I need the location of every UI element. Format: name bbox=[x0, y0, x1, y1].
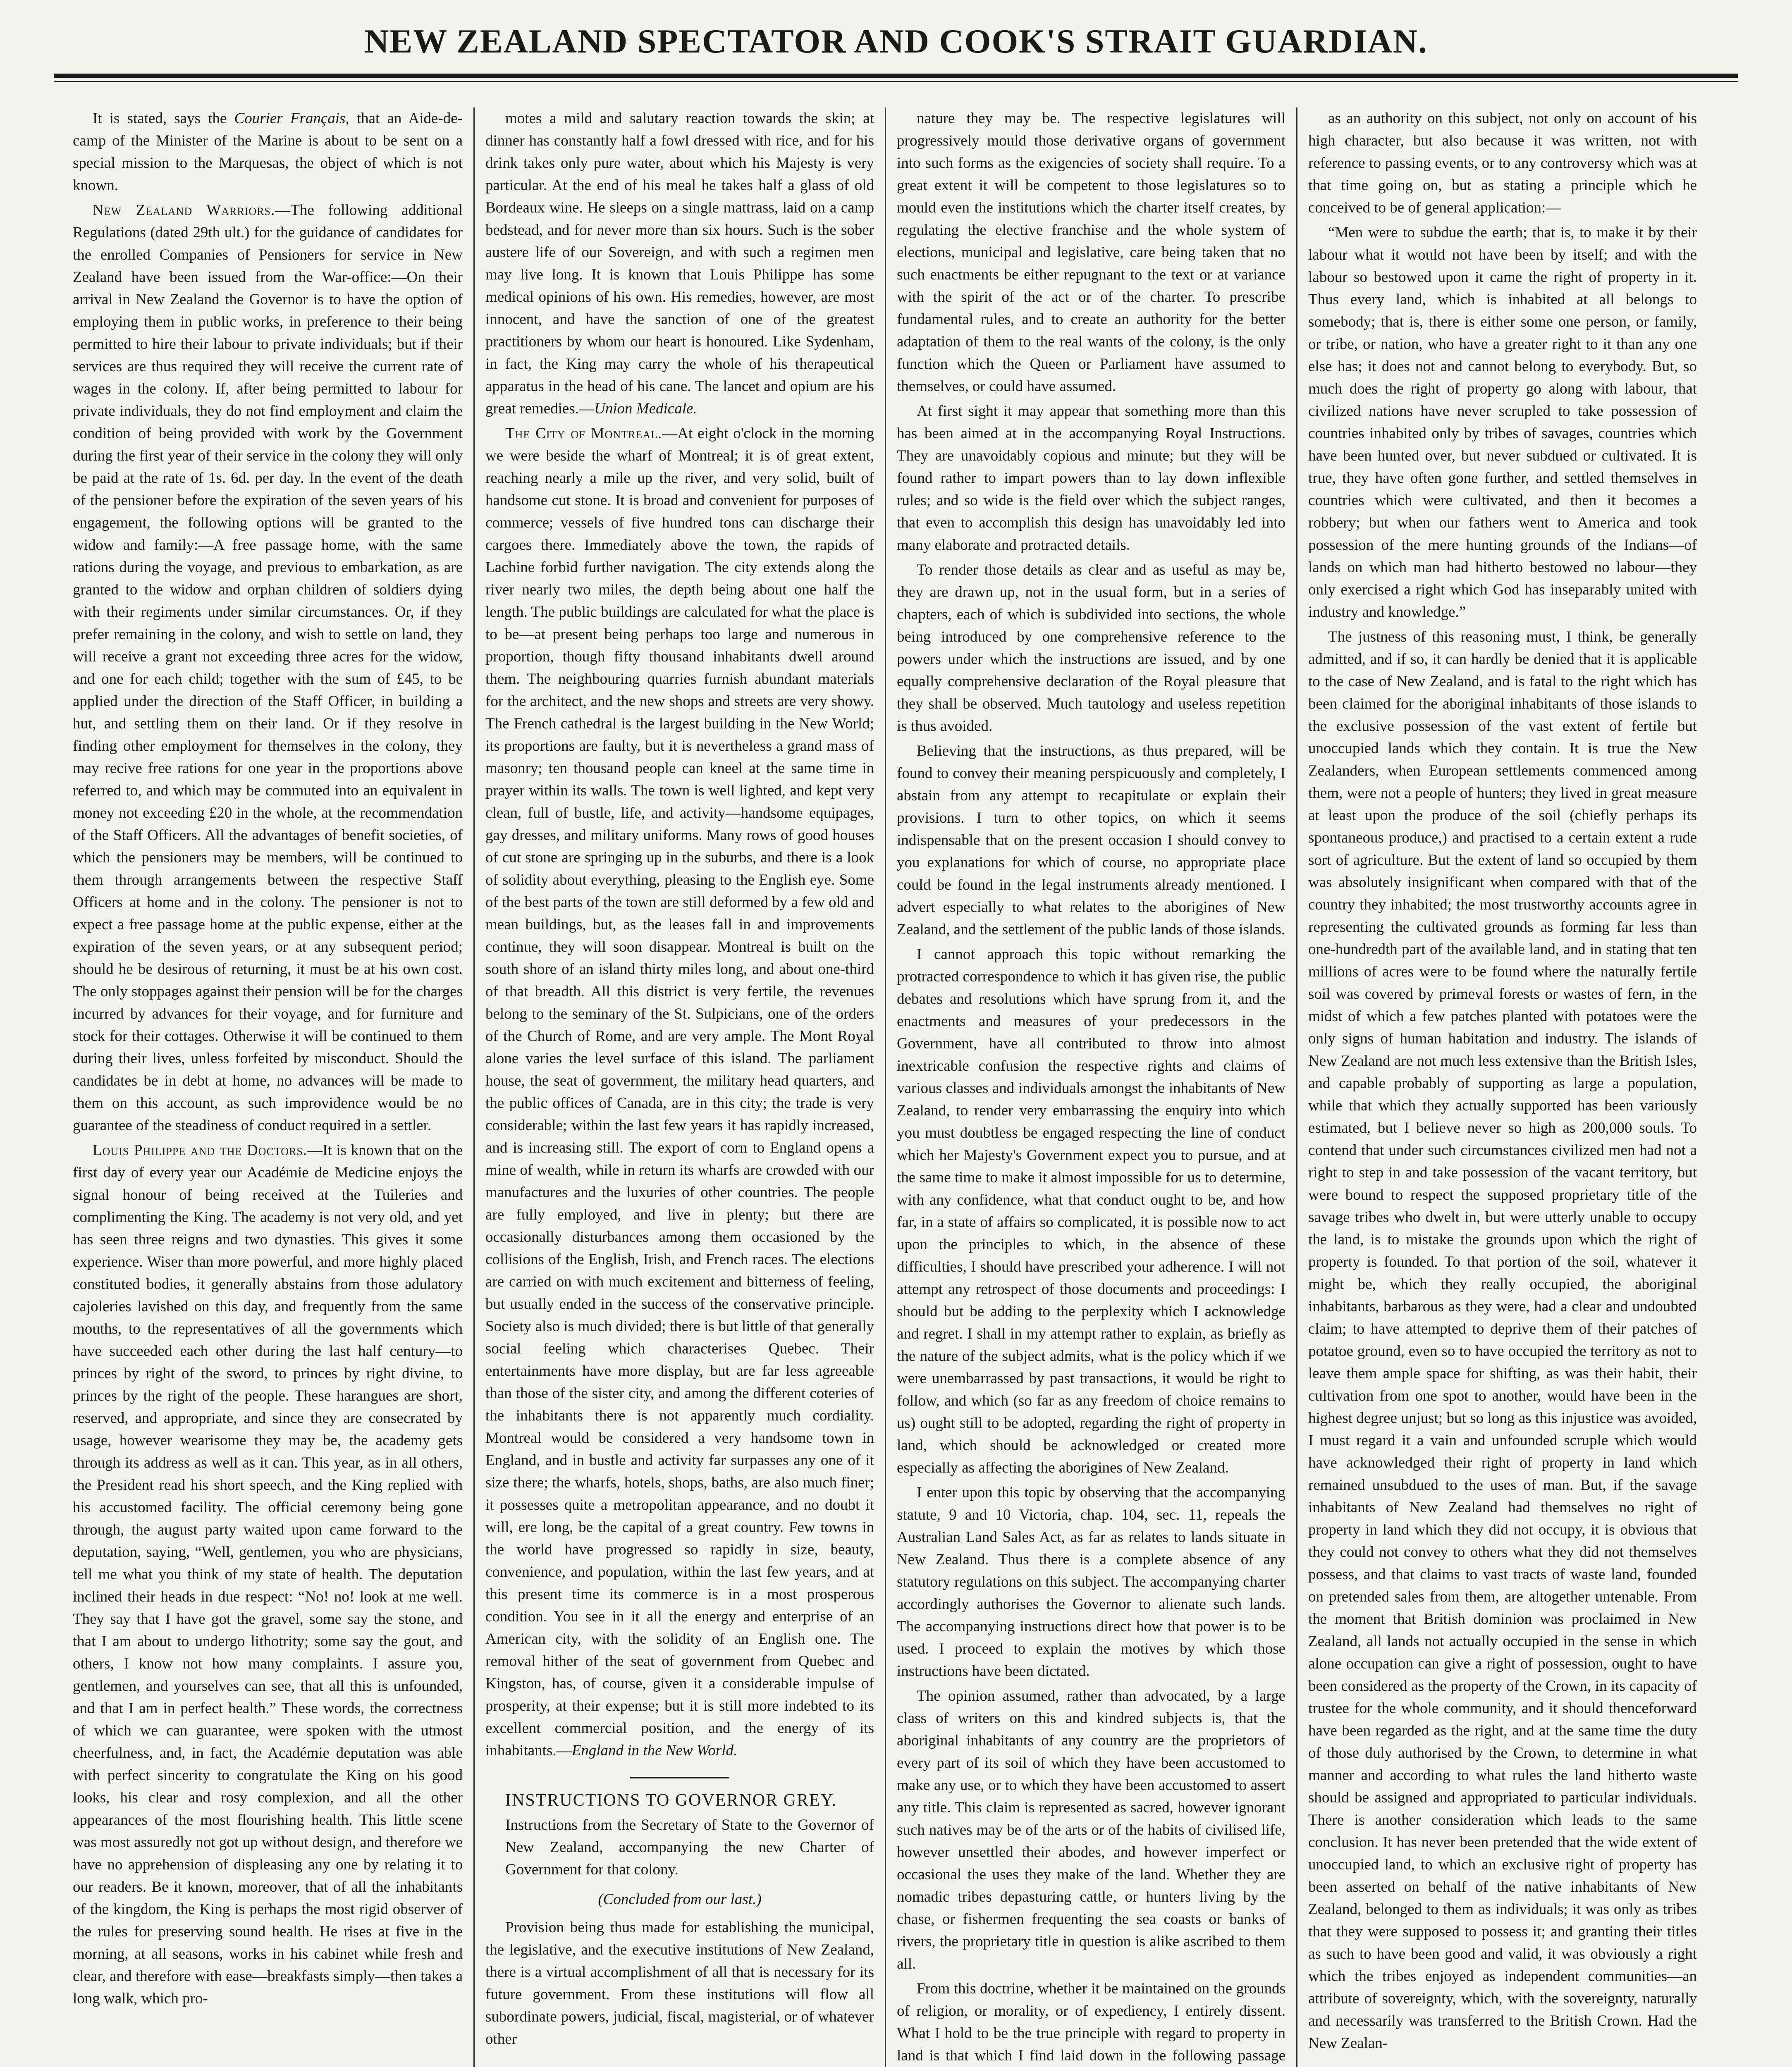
column-1 bbox=[62, 107, 473, 2067]
section-concluded-note: (Concluded from our last.) bbox=[598, 1891, 762, 1908]
source-citation: England in the New World. bbox=[571, 1742, 738, 1759]
column-2 bbox=[473, 107, 885, 2067]
section-title: INSTRUCTIONS TO GOVERNOR GREY. bbox=[505, 1791, 837, 1810]
source-citation: Courier Français, bbox=[234, 110, 349, 127]
arnold-quotation: “Men were to subdue the earth; that is, to make it by their labour what it would not have been by itself; and with the labour so bestowed upon it came the right of property in it. Thus every land, which is inhabited at all belongs to somebody; that is, there is either some one person, or family, or tribe, or nation, who have a greater right to it than any one else has; it does not and cannot belong to everybody. But, so much does the right of property go along with labour, that civilized nations have never scrupled to take possession of countries inhabited only by tribes of savages, countries which have been hunted over, but never subdued or cultivated. It is true, they have often gone further, and settled themselves in countries which were cultivated, and then it becomes a robbery; but when our fathers went to America and took possession of the mere hunting grounds of the Indians—of lands on which man had hitherto bestowed no labour—they only exercised a right which God has inseparably united with industry and knowledge.” bbox=[1308, 224, 1697, 621]
article-new-zealand-warriors: New Zealand Warriors.—The following additional Regulations (dated 29th ult.) for the guidance of candidates for the enrolled Companies of Pensioners for service in New Zealand have been issued from the War-office:—On their arrival in New Zealand the Governor is to have the option of employing them in public works, in preference to their being permitted to hire their labour to private individuals; but if their services are thus required they will receive the current rate of wages in the colony. If, after being permitted to labour for private individuals, they do not find employment and claim the condition of being provided with work by the Government during the first year of their service in the colony they will only be paid at the rate of 1s. 6d. per day. In the event of the death of the pensioner before the expiration of the seven years of his engagement, the following options will be granted to the widow and family:—A free passage home, with the same rations during the voyage, and previous to embarkation, as are granted to the widow and orphan children of soldiers dying with their regiments under similar circumstances. Or, if they prefer remaining in the colony, and wish to settle on land, they will receive a grant not exceeding three acres for the widow, and one for each child; together with the sum of £45, to be applied under the direction of the Staff Officer, in building a hut, and settling them on their land. Or if they resolve in finding other employment for themselves in the colony, they may recive free rations for one year in the proportions above referred to, and which may be commuted into an equivalent in money not exceeding £20 in the whole, at the recommendation of the Staff Officers. All the advantages of benefit societies, of which the pensioners may be members, will be continued to them through arrangements between the respective Staff Officers at home and in the colony. The pensioner is not to expect a free passage home at the public expense, either at the expiration of the seven years, or at any subsequent period; should he be desirous of returning, it must be at his own cost. The only stoppages against their pension will be for the charges incurred by advances for their voyage, and for furniture and stock for their cottages. Otherwise it will be continued to them during their lives, unless forfeited by misconduct. Should the candidates be in debt at home, no advances will be made to them on this account, as such improvidence would be no guarantee of the steadiness of conduct required in a settler. bbox=[73, 202, 463, 1134]
masthead-title: NEW ZEALAND SPECTATOR AND COOK'S STRAIT GUARDIAN. bbox=[364, 22, 1428, 60]
source-citation: Union Medicale. bbox=[594, 400, 697, 417]
masthead-rule-thin bbox=[54, 81, 1738, 82]
article-lead: New Zealand Warriors. bbox=[93, 202, 275, 219]
column-4 bbox=[1296, 107, 1708, 2067]
instructions-paragraph: From this doctrine, whether it be maintained on the grounds of religion, or morality, or of expediency, I entirely dissent. What I hold to be the true principle with regard to property in land is that which I find laid down in the following passage bbox=[897, 1980, 1285, 2064]
article-columns bbox=[62, 107, 1732, 2067]
section-subhead: Instructions from the Secretary of State to the Governor of New Zealand, accompanying the new Charter of Government for that colony. bbox=[505, 1816, 874, 1878]
instructions-paragraph: I enter upon this topic by observing that the accompanying statute, 9 and 10 Victoria, chap. 104, sec. 11, repeals the Australian Land Sales Act, as far as relates to lands situate in New Zealand. Thus there is a complete absence of any statutory regulations on this subject. The accompanying charter accordingly authorises the Governor to alienate such lands. The accompanying instructions direct how that power is to be used. I proceed to explain the motives by which those instructions have been dictated. bbox=[897, 1484, 1285, 1680]
instructions-paragraph: The justness of this reasoning must, I think, be generally admitted, and if so, it can hardly be denied that it is applicable to the case of New Zealand, and is fatal to the right which has been claimed for the aboriginal inhabitants of those islands to the exclusive possession of the vast extent of fertile but unoccupied lands which they contain. It is true the New Zealanders, when European settlements commenced among them, were not a people of hunters; they lived in great measure at least upon the produce of the soil (chiefly perhaps its spontaneous produce,) and practised to a certain extent a rude sort of agriculture. But the extent of land so occupied by them was absolutely insignificant when compared with that of the country they inhabited; the most trustworthy accounts agree in representing the cultivated grounds as forming far less than one-hundredth part of the available land, and in stating that ten millions of acres were to be found where the naturally fertile soil was covered by primeval forests or wastes of fern, in the midst of which a few patches planted with potatoes were the only signs of human habitation and industry. The islands of New Zealand are not much less extensive than the British Isles, and capable probably of supporting as large a population, while that which they actually supported has been variously estimated, but I believe never so high as 200,000 souls. To contend that under such circumstances civilized men had not a right to step in and take possession of the vacant territory, but were bound to respect the supposed proprietary title of the savage tribes who dwelt in, but were utterly unable to occupy the land, is to mistake the grounds upon which the right of property is founded. To that portion of the soil, whatever it might be, which they really occupied, the aboriginal inhabitants, barbarous as they were, had a clear and undoubted claim; to have attempted to deprive them of their patches of potatoe ground, even so to have occupied the territory as not to leave them ample space for shifting, as was their habit, their cultivation from one spot to another, would have been in the highest degree unjust; but so long as this injustice was avoided, I must regard it a vain and unfounded scruple which would have acknowledged their right of property in land which remained unsubdued to the uses of man. But, if the savage inhabitants of New Zealand had themselves no right of property in land which they did not occupy, it is obvious that they could not convey to others what they did not themselves possess, and that claims to vast tracts of waste land, founded on pretended sales from them, are altogether untenable. From the moment that British dominion was proclaimed in New Zealand, all lands not actually occupied in the sense in which alone occupation can give a right of possession, ought to have been considered as the property of the Crown, in its capacity of trustee for the whole community, and it should thenceforward have been regarded as the right, and at the same time the duty of those duly authorised by the Crown, to determine in what manner and according to what rules the land hitherto waste should be assigned and appropriated to particular individuals. There is another consideration which leads to the same conclusion. It has never been pretended that the wide extent of unoccupied land, to which an exclusive right of property has been asserted on behalf of the native inhabitants of New Zealand, belonged to them as individuals; it was only as tribes that they were supposed to possess it; and granting their titles as such to have been good and valid, it was obviously a right which the tribes enjoyed as independent communities—an attribute of sovereignty, which, with the sovereignty, naturally and necessarily was transferred to the British Crown. Had the New Zealan- bbox=[1308, 628, 1697, 2052]
instructions-paragraph: as an authority on this subject, not only on account of his high character, but also because it was written, not with reference to passing events, or to any controversy which was at that time going on, but as stating a principle which he conceived to be of general application:— bbox=[1308, 110, 1697, 216]
column-3 bbox=[885, 107, 1296, 2067]
instructions-paragraph: At first sight it may appear that something more than this has been aimed at in the accompanying Royal Instructions. They are unavoidably copious and minute; but they will be found rather to impart powers than to lay down inflexible rules; and so wide is the field over which the subject ranges, that even to accomplish this design has unavoidably led into many elaborate and protracted details. bbox=[897, 403, 1285, 554]
article-city-of-montreal: The City of Montreal.—At eight o'clock in the morning we were beside the wharf of Montreal; it is of great extent, reaching nearly a mile up the river, and very solid, built of handsome cut stone. It is broad and convenient for purposes of commerce; vessels of five hundred tons can discharge their cargoes there. Immediately above the town, the rapids of Lachine forbid further navigation. The city extends along the river nearly two miles, the depth being about one half the length. The public buildings are calculated for what the place is to be—at present being perhaps too large and numerous in proportion, though fifty thousand inhabitants dwell around them. The neighbouring quarries furnish abundant materials for the architect, and the new shops and streets are very showy. The French cathedral is the largest building in the New World; its proportions are faulty, but it is nevertheless a grand mass of masonry; ten thousand people can kneel at the same time in prayer within its walls. The town is well lighted, and kept very clean, full of bustle, life, and activity—handsome equipages, gay dresses, and military uniforms. Many rows of good houses of cut stone are springing up in the suburbs, and there is a look of solidity about everything, pleasing to the English eye. Some of the best parts of the town are still deformed by a few old and mean buildings, but, as the leases fall in and improvements continue, they will soon disappear. Montreal is built on the south shore of an island thirty miles long, and about one-third of that breadth. All this district is very fertile, the revenues belong to the seminary of the St. Sulpicians, one of the orders of the Church of Rome, and are very ample. The Mont Royal alone varies the level surface of this island. The parliament house, the seat of government, the military head quarters, and the public offices of Canada, are in this city; the trade is very considerable; within the last few years it has rapidly increased, and is increasing still. The export of corn to England opens a mine of wealth, while in return its wharfs are crowded with our manufactures and the luxuries of other countries. The people are fully employed, and live in plenty; but there are occasionally disturbances among them occasioned by the collisions of the English, Irish, and French races. The elections are carried on with much excitement and bitterness of feeling, but usually ended in the success of the conservative principle. Society also is much divided; there is but little of that generally social feeling which characterises Quebec. Their entertainments have more display, but are far less agreeable than those of the sister city, and among the different coteries of the inhabitants there is not apparently much cordiality. Montreal would be considered a very handsome town in England, and in bustle and activity far surpasses any one of it size there; the wharfs, hotels, shops, baths, are also much finer; it possesses quite a metropolitan appearance, and no doubt it will, ere long, be the capital of a great country. Few towns in the world have progressed so rapidly in size, beauty, convenience, and population, within the last few years, and at this present time its commerce is in a most prosperous condition. You see in it all the energy and enterprise of an American city, with the solidity of an English one. The removal hither of the seat of government from Quebec and Kingston, has, of course, given it a considerable impulse of prosperity, at their expense; but it is still more indebted to its excellent commercial position, and the energy of its inhabitants.—England in the New World. bbox=[485, 425, 874, 1759]
instructions-paragraph: The opinion assumed, rather than advocated, by a large class of writers on this and kindred subjects is, that the aboriginal inhabitants of any country are the proprietors of every part of its soil of which they have been accustomed to make any use, or to which they have been accustomed to assert any title. This claim is represented as sacred, however ignorant such natives may be of the arts or of the habits of civilised life, however unsettled their abodes, and however imperfect or occasional the uses they make of the land. Whether they are nomadic tribes depasturing cattle, or hunters living by the chase, or fishermen frequenting the sea coasts or banks of rivers, the proprietary title in question is alike ascribed to them all. bbox=[897, 1687, 1285, 1972]
instructions-paragraph: Provision being thus made for establishing the municipal, the legislative, and the executive institutions of New Zealand, there is a virtual accomplishment of all that is necessary for its future government. From these institutions will flow all subordinate powers, judicial, fiscal, magisterial, or of whatever other bbox=[485, 1919, 874, 2048]
article-louis-philippe-cont: motes a mild and salutary reaction towards the skin; at dinner has constantly half a fowl dressed with rice, and for his drink takes only pure water, about which his Majesty is very particular. At the end of his meal he takes half a glass of old Bordeaux wine. He sleeps on a single mattrass, laid on a camp bedstead, and for never more than six hours. Such is the sober austere life of our Sovereign, and with such a regimen men may live long. It is known that Louis Philippe has some medical opinions of his own. His remedies, however, are most innocent, and have the sanction of one of the greatest practitioners by whom our heart is honoured. Like Sydenham, in fact, the King may carry the whole of his therapeutical apparatus in the head of his cane. The lancet and opium are his great remedies.—Union Medicale. bbox=[485, 110, 874, 417]
article-lead: The City of Montreal. bbox=[505, 425, 662, 442]
instructions-paragraph: To render those details as clear and as useful as may be, they are drawn up, not in the usual form, but in a series of chapters, each of which is subdivided into sections, the whole being introduced by one comprehensive reference to the powers under which the instructions are issued, and by one equally comprehensive declaration of the Royal pleasure that they shall be observed. Much tautology and useless repetition is thus avoided. bbox=[897, 561, 1285, 735]
instructions-paragraph: nature they may be. The respective legislatures will progressively mould those derivative organs of government into such forms as the exigencies of society shall require. To a great extent it will be competent to those legislatures so to mould even the institutions which the charter itself creates, by regulating the elective franchise and the whole system of elections, municipal and legislative, care being taken that no such enactments be either repugnant to the text or at variance with the spirit of the act or of the charter. To prescribe fundamental rules, and to create an authority for the better adaptation of them to the real wants of the colony, is the only function which the Queen or Parliament have assumed to themselves, or could have assumed. bbox=[897, 110, 1285, 395]
article-louis-philippe: Louis Philippe and the Doctors.—It is known that on the first day of every year our Académie de Medicine enjoys the signal honour of being received at the Tuileries and complimenting the King. The academy is not very old, and yet has seen three reigns and two dynasties. This gives it some experience. Wiser than more powerful, and more highly placed constituted bodies, it generally abstains from those adulatory cajoleries lavished on this day, and frequently from the same mouths, to the representatives of all the governments which have succeeded each other during the last half century—to princes by right of the sword, to princes by right divine, to princes by the right of the people. These harangues are short, reserved, and appropriate, and since they are consecrated by usage, however wearisome they may be, the academy gets through its address as well as it can. This year, as in all others, the President read his short speech, and the King replied with his accustomed facility. The official ceremony being gone through, the august party waited upon came forward to the deputation, saying, “Well, gentlemen, you who are physicians, tell me what you think of my state of health. The deputation inclined their heads in due respect: “No! no! look at me well. They say that I have got the gravel, some say the stone, and that I am about to undergo lithotrity; some say the gout, and others, I know not how many complaints. I assure you, gentlemen, and yourselves can see, that all this is unfounded, and that I am in perfect health.” These words, the correctness of which we can guarantee, were spoken with the utmost cheerfulness, and, in fact, the Académie deputation was able with perfect sincerity to congratulate the King on his good looks, his clear and rosy complexion, and all the other appearances of the most flourishing health. This little scene was most assuredly not got up without design, and therefore we have no apprehension of displeasing any one by relating it to our readers. Be it known, moreover, that of all the inhabitants of the kingdom, the King is perhaps the most rigid observer of the rules for preserving sound health. He rises at five in the morning, at all seasons, works in his cabinet while fresh and clear, and therefore with ease—breakfasts simply—then takes a long walk, which pro- bbox=[73, 1142, 463, 2007]
masthead-rule-thick bbox=[54, 74, 1738, 78]
section-divider bbox=[630, 1777, 729, 1778]
article-courier-francais: It is stated, says the Courier Français, that an Aide-de-camp of the Minister of the Marine is about to be sent on a special mission to the Marquesas, the object of which is not known. bbox=[73, 110, 463, 194]
instructions-paragraph: Believing that the instructions, as thus prepared, will be found to convey their meaning perspicuously and completely, I abstain from any attempt to recapitulate or explain their provisions. I turn to other topics, on which it seems indispensable that on the present occasion I should convey to you explanations for which of course, no appropriate place could be found in the legal instruments already mentioned. I advert especially to what relates to the aborigines of New Zealand, and the settlement of the public lands of those islands. bbox=[897, 742, 1285, 938]
article-lead: Louis Philippe and the Doctors. bbox=[93, 1142, 308, 1159]
instructions-paragraph: I cannot approach this topic without remarking the protracted correspondence to which it has given rise, the public debates and resolutions which have sprung from it, and the enactments and measures of your predecessors in the Government, have all contributed to throw into almost inextricable confusion the respective rights and claims of various classes and individuals amongst the inhabitants of New Zealand, to render very embarrassing the enquiry into which you must doubtless be engaged respecting the line of conduct which her Majesty's Government expect you to pursue, and at the same time to make it almost impossible for us to determine, with any confidence, what that conduct ought to be, and how far, in a state of affairs so complicated, it is possible now to act upon the principles to which, in the absence of these difficulties, I should have prescribed your adherence. I will not attempt any retrospect of those documents and proceedings: I should but be adding to the perplexity which I acknowledge and regret. I shall in my attempt rather to explain, as briefly as the nature of the subject admits, what is the policy which if we were unembarrassed by past transactions, it would be right to follow, and which (so far as any freedom of choice remains to us) ought still to be adopted, regarding the right of property in land, which should be acknowledged or created more especially as affecting the aborigines of New Zealand. bbox=[897, 946, 1285, 1476]
